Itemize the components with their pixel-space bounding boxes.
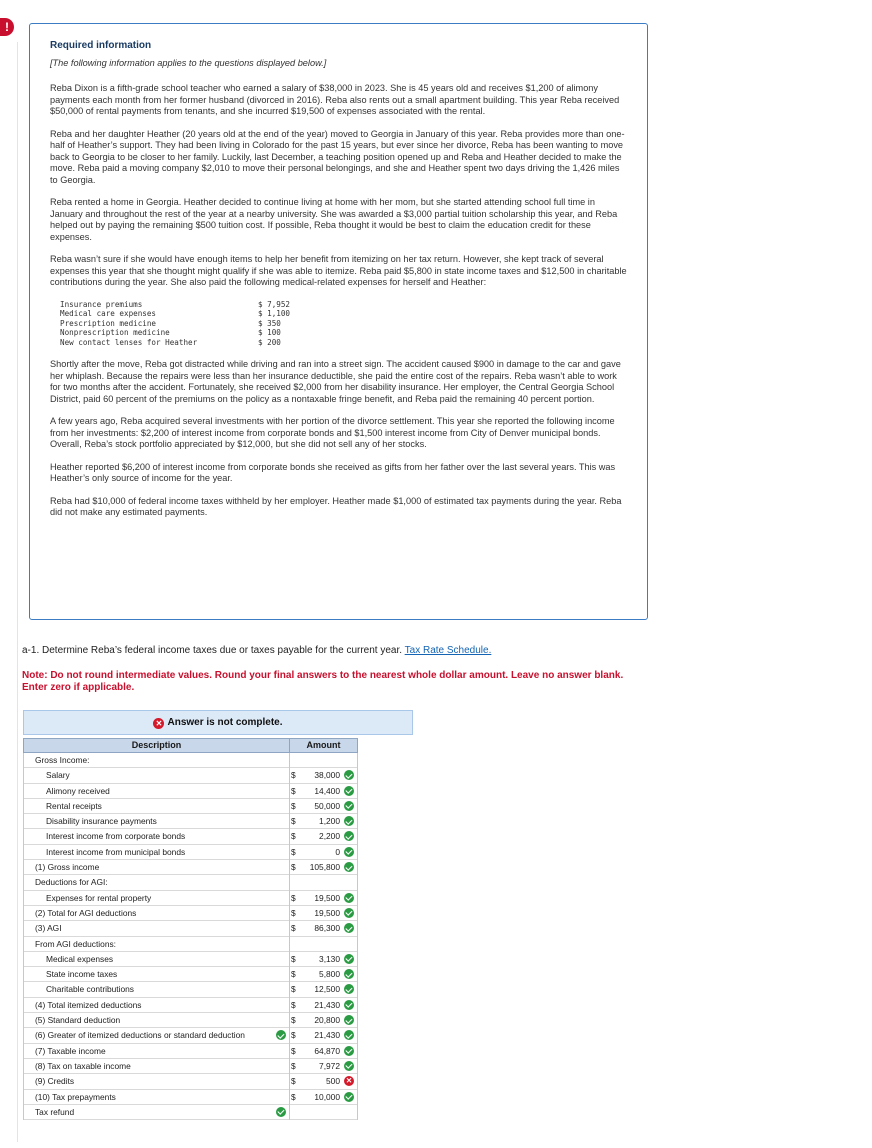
column-divider: [289, 906, 290, 921]
alert-icon: !: [0, 18, 14, 36]
left-gutter: [0, 42, 18, 1142]
amount-input[interactable]: 12,500: [314, 984, 340, 995]
amount-input[interactable]: 21,430: [314, 999, 340, 1010]
row-label: (10) Tax prepayments: [35, 1091, 116, 1102]
row-label: (3) AGI: [35, 923, 62, 934]
currency-symbol: $: [291, 846, 296, 857]
amount-input[interactable]: 21,430: [314, 1030, 340, 1041]
rounding-note: Note: Do not round intermediate values. Round your final answers to the nearest whole dollar amount. Leave no answer blank. Enter zero if applicable.: [22, 670, 624, 693]
amount-input[interactable]: 38,000: [314, 770, 340, 781]
amount-input[interactable]: 64,870: [314, 1045, 340, 1056]
amount-input[interactable]: 10,000: [314, 1091, 340, 1102]
paragraph: Reba had $10,000 of federal income taxes withheld by her employer. Heather made $1,000 of estimated tax payments during the year. Reba did not make any estimated payments.: [50, 495, 622, 518]
medical-item: Insurance premiums: [60, 299, 143, 309]
table-row: [23, 1074, 358, 1089]
column-divider: [289, 860, 290, 875]
correct-check-icon: [344, 1092, 354, 1102]
column-divider: [289, 998, 290, 1013]
paragraph: Shortly after the move, Reba got distracted while driving and ran into a street sign. The accident caused $900 in damage to the car and gave her whiplash. Because the repairs were less than her insurance deductible, she paid the entire cost of the repairs. Reba wasn’t able to work for two months after the accident. Fortunately, she received $2,000 from her disability insurance. Her employer, the Central Georgia School District, paid 60 percent of the premiums on the policy as a nontaxable fringe benefit, and Reba paid the remaining 40 percent portion.: [50, 359, 621, 404]
row-label: From AGI deductions:: [35, 938, 116, 949]
amount-input[interactable]: 14,400: [314, 785, 340, 796]
row-label: (5) Standard deduction: [35, 1015, 121, 1026]
correct-check-icon: [344, 862, 354, 872]
correct-check-icon: [344, 816, 354, 826]
row-label: State income taxes: [46, 969, 118, 980]
amount-input[interactable]: 20,800: [314, 1015, 340, 1026]
correct-check-icon: [276, 1107, 286, 1117]
column-divider: [289, 799, 290, 814]
column-divider: [289, 937, 290, 952]
column-header-amount: Amount: [306, 740, 341, 750]
table-row: [23, 768, 358, 783]
table-body: [23, 753, 358, 1120]
required-information-panel: [29, 23, 648, 620]
panel-intro: [The following information applies to the questions displayed below.]: [50, 57, 327, 68]
currency-symbol: $: [291, 892, 296, 903]
column-divider: [289, 1059, 290, 1074]
column-divider: [289, 1090, 290, 1105]
paragraph: Reba wasn’t sure if she would have enough items to help her benefit from itemizing on her tax return. However, she kept track of several expenses this year that she thought might qualify if she was able to itemize. Reba paid $5,800 in state income taxes and $12,500 in charitable contributions during the year. She also paid the following medical-related expenses for herself and Heather:: [50, 254, 627, 287]
correct-check-icon: [344, 786, 354, 796]
column-divider: [289, 952, 290, 967]
column-divider: [289, 814, 290, 829]
table-row: [23, 1044, 358, 1059]
correct-check-icon: [344, 984, 354, 994]
currency-symbol: $: [291, 1060, 296, 1071]
answer-status-text: Answer is not complete.: [167, 717, 283, 728]
table-row: [23, 814, 358, 829]
currency-symbol: $: [291, 907, 296, 918]
column-divider: [289, 829, 290, 844]
currency-symbol: $: [291, 984, 296, 995]
row-label: Tax refund: [35, 1106, 75, 1117]
table-row: [23, 982, 358, 997]
row-label: (1) Gross income: [35, 862, 100, 873]
row-label: Deductions for AGI:: [35, 877, 108, 888]
column-header-description: Description: [24, 739, 290, 752]
paragraph: Reba rented a home in Georgia. Heather decided to continue living at home with her mom, but she started attending school full time in January and throughout the rest of the year at a nearby university. She was awarded a $3,000 partial tuition scholarship this year, and Reba helped out by paying the remaining $500 tuition cost. If possible, Reba thought it would be best to claim the education credit for these expenses.: [50, 197, 618, 242]
currency-symbol: $: [291, 800, 296, 811]
correct-check-icon: [344, 801, 354, 811]
currency-symbol: $: [291, 862, 296, 873]
correct-check-icon: [344, 770, 354, 780]
currency-symbol: $: [291, 1045, 296, 1056]
column-divider: [289, 1074, 290, 1089]
currency-symbol: $: [291, 1091, 296, 1102]
currency-symbol: $: [291, 1030, 296, 1041]
medical-item: Medical care expenses: [60, 309, 157, 319]
medical-amount: $ 1,100: [258, 309, 291, 319]
currency-symbol: $: [291, 999, 296, 1010]
medical-expenses-table: [60, 300, 290, 348]
paragraph: A few years ago, Reba acquired several investments with her portion of the divorce settlement. This year she reported the following income from her investments: $2,200 of interest income from corporate bonds and $1,500 interest income from City of Denver municipal bonds. Overall, Reba’s stock portfolio appreciated by $12,000, but she did not sell any of her stocks.: [50, 416, 615, 450]
currency-symbol: $: [291, 1076, 296, 1087]
correct-check-icon: [344, 1030, 354, 1040]
amount-input[interactable]: 2,200: [319, 831, 340, 842]
correct-check-icon: [344, 923, 354, 933]
table-row: [23, 829, 358, 844]
table-row: [23, 1028, 358, 1043]
table-row: [23, 952, 358, 967]
table-row: [23, 860, 358, 875]
amount-input[interactable]: 3,130: [319, 953, 340, 964]
amount-input[interactable]: 19,500: [314, 892, 340, 903]
medical-item: Nonprescription medicine: [60, 328, 170, 338]
currency-symbol: $: [291, 785, 296, 796]
currency-symbol: $: [291, 831, 296, 842]
column-divider: [289, 1044, 290, 1059]
table-row: [23, 906, 358, 921]
tax-rate-schedule-link[interactable]: Tax Rate Schedule.: [404, 645, 492, 656]
correct-check-icon: [276, 1030, 286, 1040]
correct-check-icon: [344, 1000, 354, 1010]
amount-input[interactable]: 7,972: [319, 1060, 340, 1071]
row-label: (8) Tax on taxable income: [35, 1060, 131, 1071]
medical-row: [60, 319, 290, 329]
amount-input[interactable]: 500: [326, 1076, 340, 1087]
medical-amount: $ 100: [258, 328, 281, 338]
row-label: Interest income from municipal bonds: [46, 846, 186, 857]
correct-check-icon: [344, 847, 354, 857]
column-divider: [289, 875, 290, 890]
row-label: (6) Greater of itemized deductions or standard deduction: [35, 1030, 245, 1041]
row-label: (7) Taxable income: [35, 1045, 106, 1056]
table-row: [23, 1105, 358, 1120]
currency-symbol: $: [291, 953, 296, 964]
table-row: [23, 875, 358, 890]
correct-check-icon: [344, 954, 354, 964]
row-label: (4) Total itemized deductions: [35, 999, 142, 1010]
row-label: (9) Credits: [35, 1076, 75, 1087]
amount-input[interactable]: 19,500: [314, 907, 340, 918]
column-divider: [289, 967, 290, 982]
correct-check-icon: [344, 1046, 354, 1056]
medical-row: [60, 309, 290, 319]
row-label: Medical expenses: [46, 953, 114, 964]
column-divider: [289, 768, 290, 783]
paragraph: Reba Dixon is a fifth-grade school teacher who earned a salary of $38,000 in 2023. She is 45 years old and receives $1,200 of alimony payments each month from her former husband (divorced in 2016). Reba also rents out a small apartment building. This year Reba received $50,000 of rental payments from tenants, and she incurred $19,500 of expenses associated with the rental.: [50, 83, 620, 116]
amount-input[interactable]: 86,300: [314, 923, 340, 934]
answer-table: [23, 738, 358, 1120]
currency-symbol: $: [291, 923, 296, 934]
column-divider: [289, 921, 290, 936]
answer-status-banner: [23, 710, 413, 735]
currency-symbol: $: [291, 969, 296, 980]
question-text: a-1. Determine Reba’s federal income taxes due or taxes payable for the current year.: [22, 645, 403, 656]
row-label: Charitable contributions: [46, 984, 134, 995]
table-row: [23, 891, 358, 906]
medical-row: [60, 328, 290, 338]
row-label: Disability insurance payments: [46, 816, 157, 827]
column-divider: [289, 753, 290, 768]
table-row: [23, 921, 358, 936]
amount-input[interactable]: 105,800: [309, 862, 340, 873]
table-row: [23, 1090, 358, 1105]
column-divider: [289, 1028, 290, 1043]
correct-check-icon: [344, 831, 354, 841]
medical-row: [60, 300, 290, 310]
amount-input[interactable]: 0: [335, 846, 340, 857]
incorrect-x-icon: ✕: [345, 1076, 353, 1086]
error-x-icon: ✕: [153, 718, 164, 729]
column-divider: [289, 1105, 290, 1120]
amount-input[interactable]: 1,200: [319, 816, 340, 827]
correct-check-icon: [344, 893, 354, 903]
table-row: [23, 799, 358, 814]
currency-symbol: $: [291, 816, 296, 827]
column-divider: [289, 845, 290, 860]
medical-item: Prescription medicine: [60, 318, 157, 328]
paragraph: Heather reported $6,200 of interest income from corporate bonds she received as gifts from her father over the last several years. This was Heather’s only source of income for the year.: [50, 461, 616, 484]
medical-item: New contact lenses for Heather: [60, 337, 198, 347]
row-label: Gross Income:: [35, 755, 90, 765]
table-row: [23, 1059, 358, 1074]
table-row: [23, 937, 358, 952]
medical-amount: $ 350: [258, 318, 281, 328]
table-row: [23, 845, 358, 860]
medical-row: [60, 338, 290, 348]
amount-input[interactable]: 5,800: [319, 969, 340, 980]
medical-amount: $ 7,952: [258, 299, 291, 309]
medical-amount: $ 200: [258, 337, 281, 347]
panel-heading: Required information: [50, 40, 152, 51]
column-divider: [289, 891, 290, 906]
row-label: Expenses for rental property: [46, 892, 152, 903]
table-row: [23, 784, 358, 799]
table-row: [23, 753, 358, 768]
table-header: [23, 738, 358, 753]
question-prompt: [22, 645, 491, 656]
correct-check-icon: [344, 908, 354, 918]
correct-check-icon: [344, 1061, 354, 1071]
amount-input[interactable]: 50,000: [314, 800, 340, 811]
row-label: (2) Total for AGI deductions: [35, 907, 137, 918]
column-divider: [289, 784, 290, 799]
row-label: Alimony received: [46, 785, 110, 796]
correct-check-icon: [344, 1015, 354, 1025]
column-divider: [289, 982, 290, 997]
currency-symbol: $: [291, 1015, 296, 1026]
table-row: [23, 967, 358, 982]
row-label: Interest income from corporate bonds: [46, 831, 186, 842]
column-divider: [289, 1013, 290, 1028]
table-row: [23, 1013, 358, 1028]
row-label: Salary: [46, 770, 70, 781]
correct-check-icon: [344, 969, 354, 979]
table-row: [23, 998, 358, 1013]
row-label: Rental receipts: [46, 800, 102, 811]
currency-symbol: $: [291, 770, 296, 781]
paragraph: Reba and her daughter Heather (20 years old at the end of the year) moved to Georgia in January of this year. Reba provides more than one-half of Heather’s support. They had been living in Colorado for the past 15 years, but ever since her divorce, Reba has been wanting to move back to Georgia to be closer to her family. Luckily, last December, a teaching position opened up and Reba and Heather decided to make the move. Reba paid a moving company $2,010 to move their personal belongings, and she and Heather spent two days driving the 1,426 miles to Georgia.: [50, 128, 625, 185]
